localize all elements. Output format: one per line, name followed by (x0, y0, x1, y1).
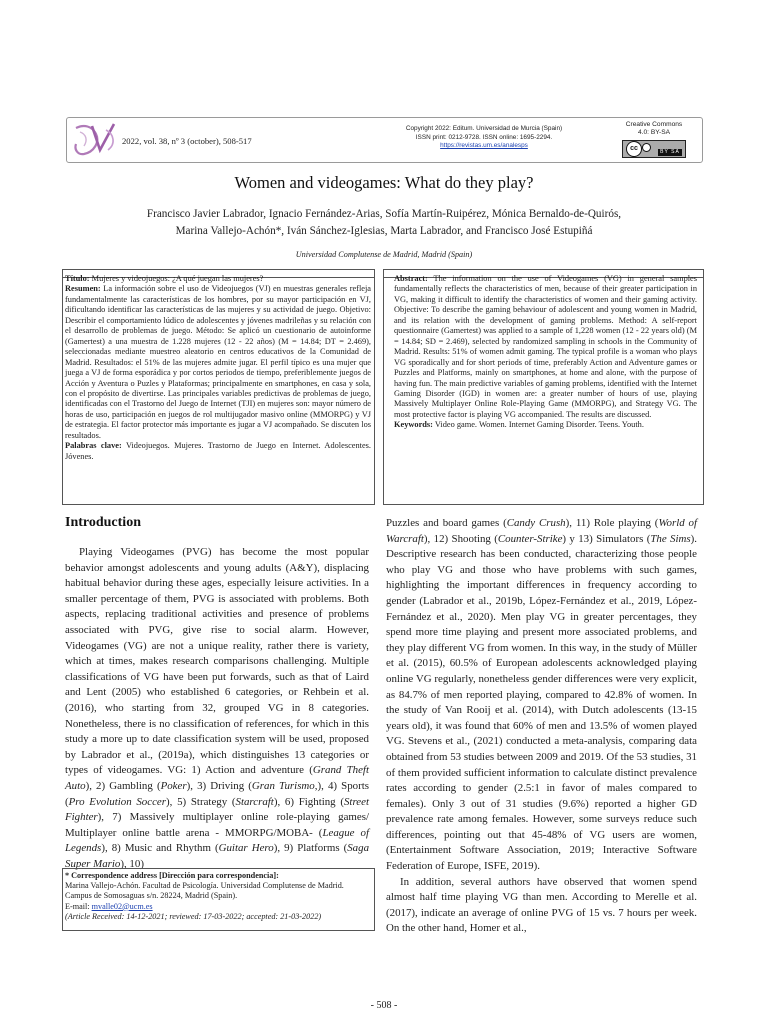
cc-title: Creative Commons (625, 121, 683, 128)
intro-paragraph-continued: Puzzles and board games (Candy Crush), 11) Role playing (World of Warcraft), 12) Shooting (Counter-Strike) y 13) Simulators (The Sims). Descriptive research has been conducted, characterizing those people who play VG and those who have problems with such games, highlighting the important differences in frequency according to gender (Labrador et al., 2019b, López-Fernández et al., 2019, López-Fernández et al., 2020). Men play VG in greater percentages, they spend more time playing and present more associated problems, and they play different VG from women. In this way, in the study of Müller et al. (2015), 60.5% of European adolescents acknowledged playing online VG regularly, nonetheless gender differences were very explicit, as 84.7% of men reported playing, compared to 42.8% of women. In the study of Van Rooij et al. (2014), with Dutch adolescents (13-15 years old), it was found that 60% of men and 13.5% of women played VG. Stevens et al., (2021) conducted a meta-analysis, comparing data obtained from 53 studies between 2009 and 2019. Of the 53 studies, 31 of them provided sufficient information to calculate distinct prevalence rates according to gender (2.5:1 in favor of males compared to females). Only 3 out of 31 studies (9.6%) reported a higher GD prevalence rate among females. However, some surveys reduce such differences, pointing out that 45-48% of VG users are women, (Entertainment Software Association, 2019; Interactive Software Federation of Europe, ISFE, 2019). (386, 517, 697, 873)
journal-logo (70, 120, 122, 160)
keywords-label: Keywords: (394, 420, 433, 430)
correspondence-address: Marina Vallejo-Achón. Facultad de Psicología. Universidad Complutense de Madrid. Campus de Somosaguas s/n. 28224, Madrid (Spain). (65, 881, 344, 901)
cc-license-icon[interactable] (622, 140, 686, 158)
keywords-text: Video game. Women. Internet Gaming Disorder. Teens. Youth. (434, 420, 644, 430)
spanish-summary (65, 284, 371, 441)
cc-version: 4.0: BY-SA (637, 129, 670, 137)
copyright-block (372, 125, 596, 151)
correspondence-label: * Correspondence address [Dirección para correspondencia]: (65, 871, 279, 880)
english-summary (394, 274, 697, 420)
abstract-text: The information on the use of Videogames (VG) in general samples fundamentally reflects the characteristics of men, because of their greater participation in VG, making it difficult to identify the characteristics of women and their gaming activity. Objective: To describe the gaming behaviour of adolescent and young women in Madrid, and its relation with the development of gaming problems. Method: A self-report questionnaire (Gamertest) was applied to a sample of 1,228 women (12 - 22 years old) (M = 14.84; SD = 2.469), selected by randomized sampling in schools in the Community of Madrid. Results: 51% of women admit gaming. The typical profile is a woman who plays VG sporadically and for short periods of time, preferably Action and Adventure games or Puzzles and Platforms, mainly on smartphones, at home and alone, with the purpose of having fun. The main predictive variables of gaming problems, identified with the Internet Gaming Disorder (IGD) in women are: a greater number of hours of use, playing Massively Multiplayer Online Role-Playing Game (MMORPG), and Strategy VG. The most protective factor is playing VG accompanied. The results are discussed. (394, 274, 698, 419)
article-title: Women and videogames: What do they play? (234, 173, 534, 192)
author-list (90, 206, 678, 240)
correspondence-info (65, 871, 371, 922)
authors-line-2: Marina Vallejo-Achón*, Iván Sánchez-Iglesias, Marta Labrador, and Francisco José Estupiñá (175, 225, 593, 237)
abstract-label: Abstract: (394, 274, 428, 283)
title-label: Título: (65, 274, 90, 283)
page-number: - 508 - (370, 1000, 398, 1011)
spanish-title-row (65, 274, 371, 284)
copyright-line: Copyright 2022: Editum. Universidad de Murcia (Spain) (405, 125, 563, 132)
spanish-abstract (65, 274, 371, 462)
spanish-title: Mujeres y videojuegos: ¿A qué juegan las mujeres? (91, 274, 264, 283)
cc-person-icon (642, 143, 651, 152)
authors-line-1: Francisco Javier Labrador, Ignacio Fernández-Arias, Sofía Martín-Ruipérez, Mónica Bernaldo-de-Quirós, (146, 208, 622, 220)
intro-paragraph: Playing Videogames (PVG) has become the most popular behavior amongst adolescents and young adults (A&Y), displacing habitual behavior during these ages, especially leisure activities. In a smaller percentage of them, PVG is associated with problems. Both aspects, replacing traditional activities and presence of problems associated with PVG, give rise to social alarm. However, Videogames (VG) are not a unique reality, rather there is variety, which at times, makes research comparisons challenging. Multiple classifications of VG have been put forwards, such as that of Laird and Lent (2005) who established 6 categories, or Rehbein et al. (2016), who starting from 32, grouped VG in 8 categories. Nonetheless, there is no classification of references, for which in this study a more up to date classification system will be used, proposed by Labrador et al., (2019a), which distinguishes 13 categories or types of videogames. VG: 1) Action and adventure (Grand Theft Auto), 2) Gambling (Poker), 3) Driving (Gran Turismo,), 4) Sports (Pro Evolution Soccer), 5) Strategy (Starcraft), 6) Fighting (Street Fighter), 7) Massively multiplayer online role-playing games/ Multiplayer online battle arena - MMORPG/MOBA- (League of Legends), 8) Music and Rhythm (Guitar Hero), 9) Platforms (Saga Super Mario), 10) (65, 546, 370, 870)
intro-right-column (386, 516, 697, 937)
english-keywords (394, 420, 697, 430)
intro-paragraph: In addition, several authors have observed that women spend almost half time playing VG than men. According to Merelle et al. (2017), indicate an average of online PVG of 15 vs. 7 hours per week. On the other hand, Homer et al., (386, 875, 697, 935)
email-link[interactable]: mvalle02@ucm.es (91, 901, 153, 911)
affiliation: Universidad Complutense de Madrid, Madrid (Spain) (295, 250, 473, 259)
summary-label: Resumen: (65, 284, 101, 294)
summary-text: La información sobre el uso de Videojuegos (VJ) en muestras generales refleja fundamentalmente las características de los hombres, por su mayor participación en VJ, dificultando identificar las características de las mujeres y su actividad de juego. Objetivo: Describir el comportamiento lúdico de adolescentes y jóvenes madrileñas y su relación con el desarrollo de problemas de juego. Método: Se aplicó un cuestionario de autoinforme (Gamertest) a una muestra de 1.228 mujeres (12 - 22 años) (M = 14.84; DT = 2.469), seleccionadas mediante muestreo aleatorio en centros educativos de la Comunidad de Madrid. Resultados: el 51% de las mujeres admite jugar. El perfil típico es una mujer que juega a VJ de forma esporádica y por cortos periodos de tiempo, preferiblemente juegos de Acción y Aventura o Puzles y Plataformas; principalmente en smartphones, en casa y sola, con el propósito de divertirse. Las principales variables predictivas de problemas de juego, identificadas con el Trastorno del Juego de Internet (TJI) en mujeres son: mayor número de horas de uso, participación en juegos de rol multijugador masivo online (MMORPG) y VJ de estrategia. El factor protector más importante es jugar a VJ acompañado. Se discuten los resultados. (65, 284, 371, 440)
keywords-label: Palabras clave: (65, 441, 122, 451)
intro-left-column (65, 545, 369, 872)
issn-line: ISSN print: 0212-9728. ISSN online: 1695-2294. (415, 133, 553, 141)
cc-badge-text: BY SA (658, 149, 682, 156)
article-dates: (Article Received: 14-12-2021; reviewed: 17-03-2022; accepted: 21-03-2022) (65, 911, 322, 921)
cc-logo-icon: cc (626, 141, 642, 157)
spanish-keywords (65, 441, 371, 462)
english-abstract (394, 274, 697, 431)
keywords-text: Videojuegos. Mujeres. Trastorno de Juego en Internet. Adolescentes. Jóvenes. (65, 441, 371, 461)
citation-line: 2022, vol. 38, nº 3 (october), 508-517 (122, 136, 252, 146)
creative-commons-block (610, 121, 698, 158)
introduction-heading: Introduction (65, 515, 141, 530)
email-label: E-mail: (65, 901, 90, 911)
correspondence-email-row (65, 902, 371, 912)
journal-link[interactable]: https://revistas.um.es/analesps (440, 142, 528, 150)
